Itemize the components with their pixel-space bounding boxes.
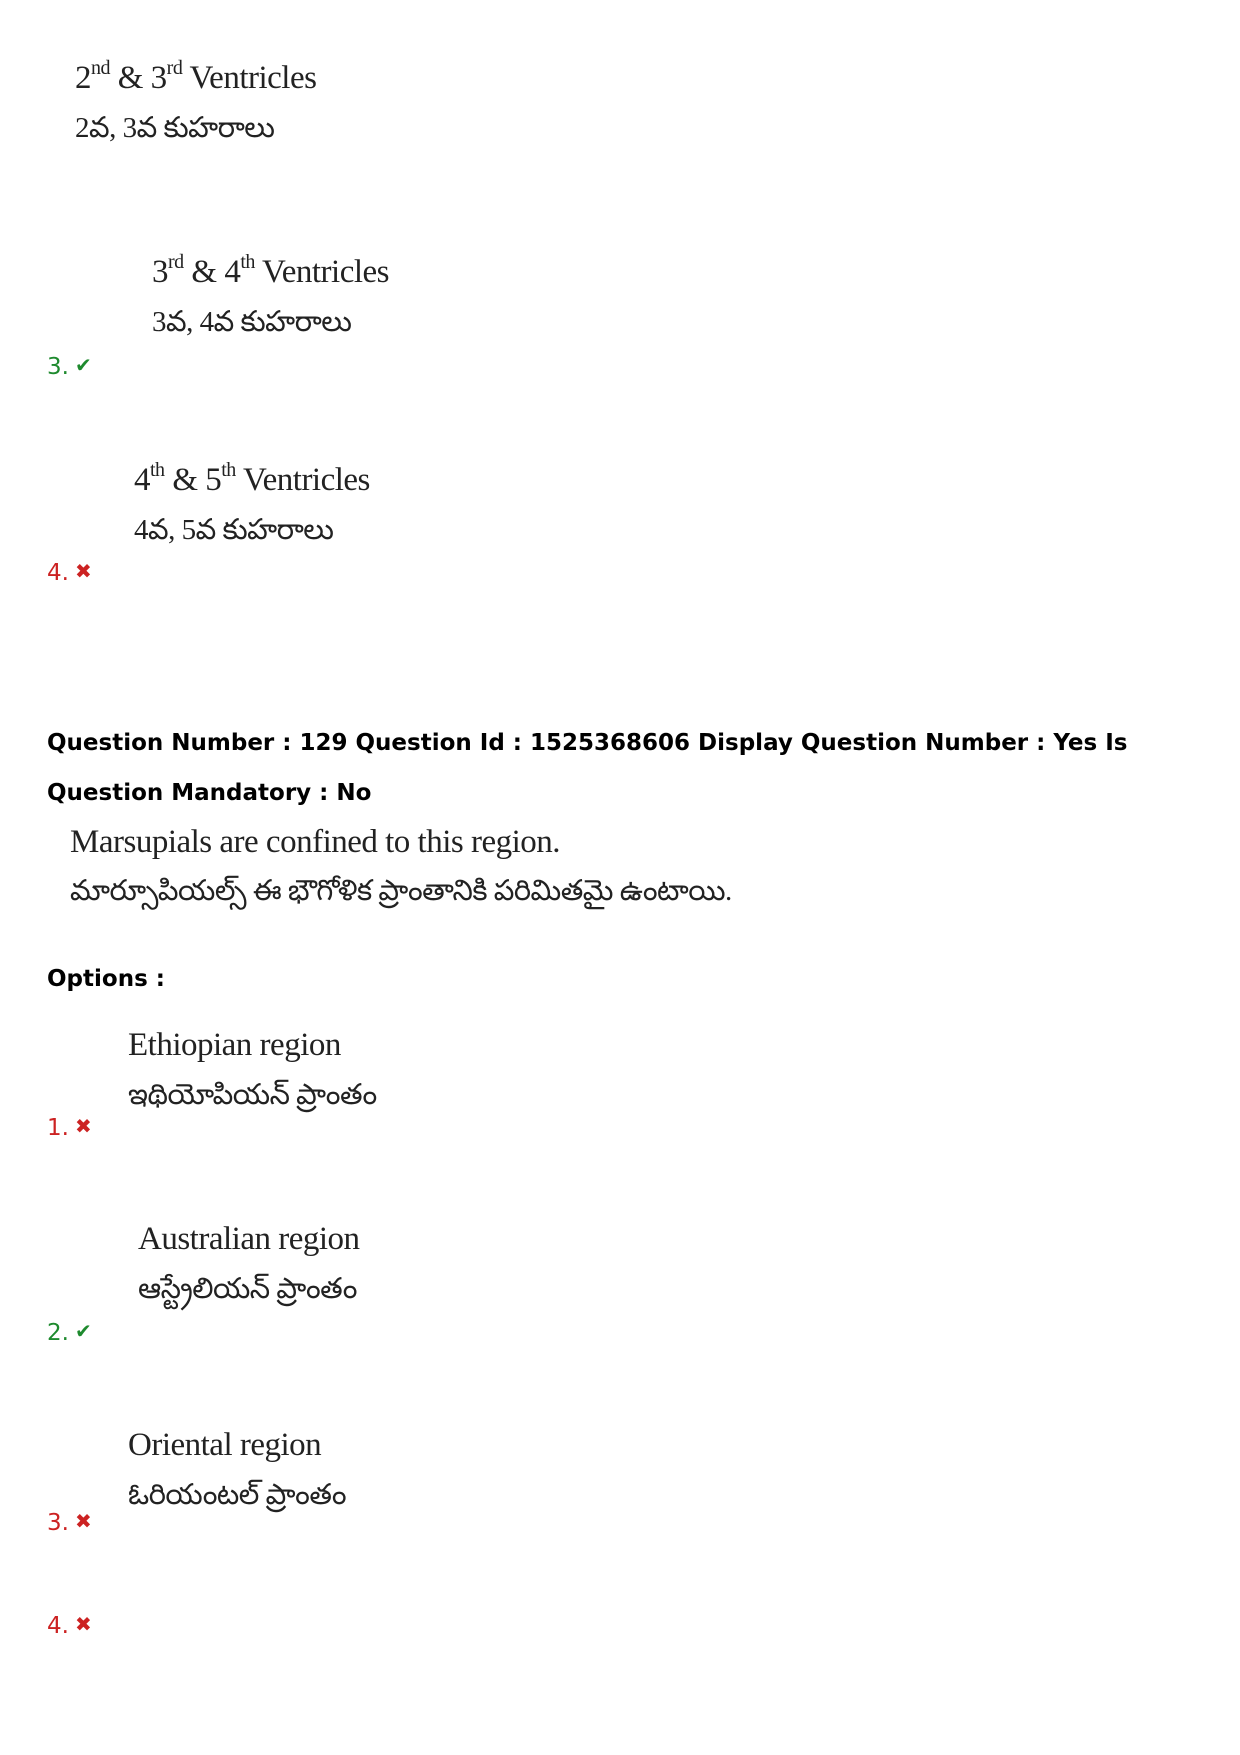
question-header: Question Number : 129 Question Id : 1525368606 Display Question Number : Yes Is Question Mandatory : No: [47, 730, 1128, 806]
prev-option-4-te: 4వ, 5వ కుహరాలు: [134, 514, 334, 546]
question-text-image: [70, 822, 732, 911]
question-text-te: మార్సూపియల్స్ ఈ భౌగోళిక ప్రాంతానికి పరిమితమై ఉంటాయి.: [70, 875, 732, 907]
question-text-en: Marsupials are confined to this region.: [70, 824, 561, 860]
option-4-marker: [47, 1609, 92, 1641]
prev-option-3-en: 3rd & 4th Ventricles: [152, 251, 390, 290]
option-4-number: 4.: [47, 1613, 69, 1639]
option-2-te: ఆస్ట్రేలియన్ ప్రాంతం: [138, 1273, 357, 1305]
options-label: Options :: [47, 966, 165, 992]
option-2-number: 2.: [47, 1320, 69, 1346]
check-mark-icon: ✔: [74, 1319, 92, 1343]
option-3-en: Oriental region: [128, 1427, 322, 1463]
prev-option-image-4: [134, 460, 370, 550]
prev-option-4-en: 4th & 5th Ventricles: [134, 459, 370, 498]
prev-option-2-te: 2వ, 3వ కుహరాలు: [75, 112, 275, 144]
option-3-marker: [47, 1506, 92, 1538]
option-1-marker: [47, 1111, 92, 1143]
option-image-3: [128, 1425, 346, 1515]
option-2-marker: [47, 1316, 92, 1348]
cross-mark-icon: ✖: [74, 1612, 92, 1636]
cross-mark-icon: ✖: [74, 559, 92, 583]
prev-option-3-number: 3.: [47, 354, 69, 380]
prev-option-3-marker: [47, 350, 92, 382]
cross-mark-icon: ✖: [74, 1114, 92, 1138]
option-3-number: 3.: [47, 1510, 69, 1536]
prev-option-2-en: 2nd & 3rd Ventricles: [75, 57, 317, 96]
prev-option-image-2: [75, 58, 316, 148]
option-3-te: ఓరియంటల్ ప్రాంతం: [128, 1479, 347, 1511]
check-mark-icon: ✔: [74, 353, 92, 377]
prev-option-4-marker: [47, 556, 92, 588]
option-image-1: [128, 1025, 377, 1115]
option-1-te: ఇథియోపియన్ ప్రాంతం: [128, 1079, 377, 1111]
prev-option-4-number: 4.: [47, 560, 69, 586]
cross-mark-icon: ✖: [74, 1509, 92, 1533]
option-1-en: Ethiopian region: [128, 1027, 341, 1063]
prev-option-image-3: [152, 252, 389, 342]
prev-option-3-te: 3వ, 4వ కుహరాలు: [152, 306, 352, 338]
option-image-2: [138, 1219, 360, 1309]
option-2-en: Australian region: [138, 1221, 360, 1257]
option-1-number: 1.: [47, 1115, 69, 1141]
